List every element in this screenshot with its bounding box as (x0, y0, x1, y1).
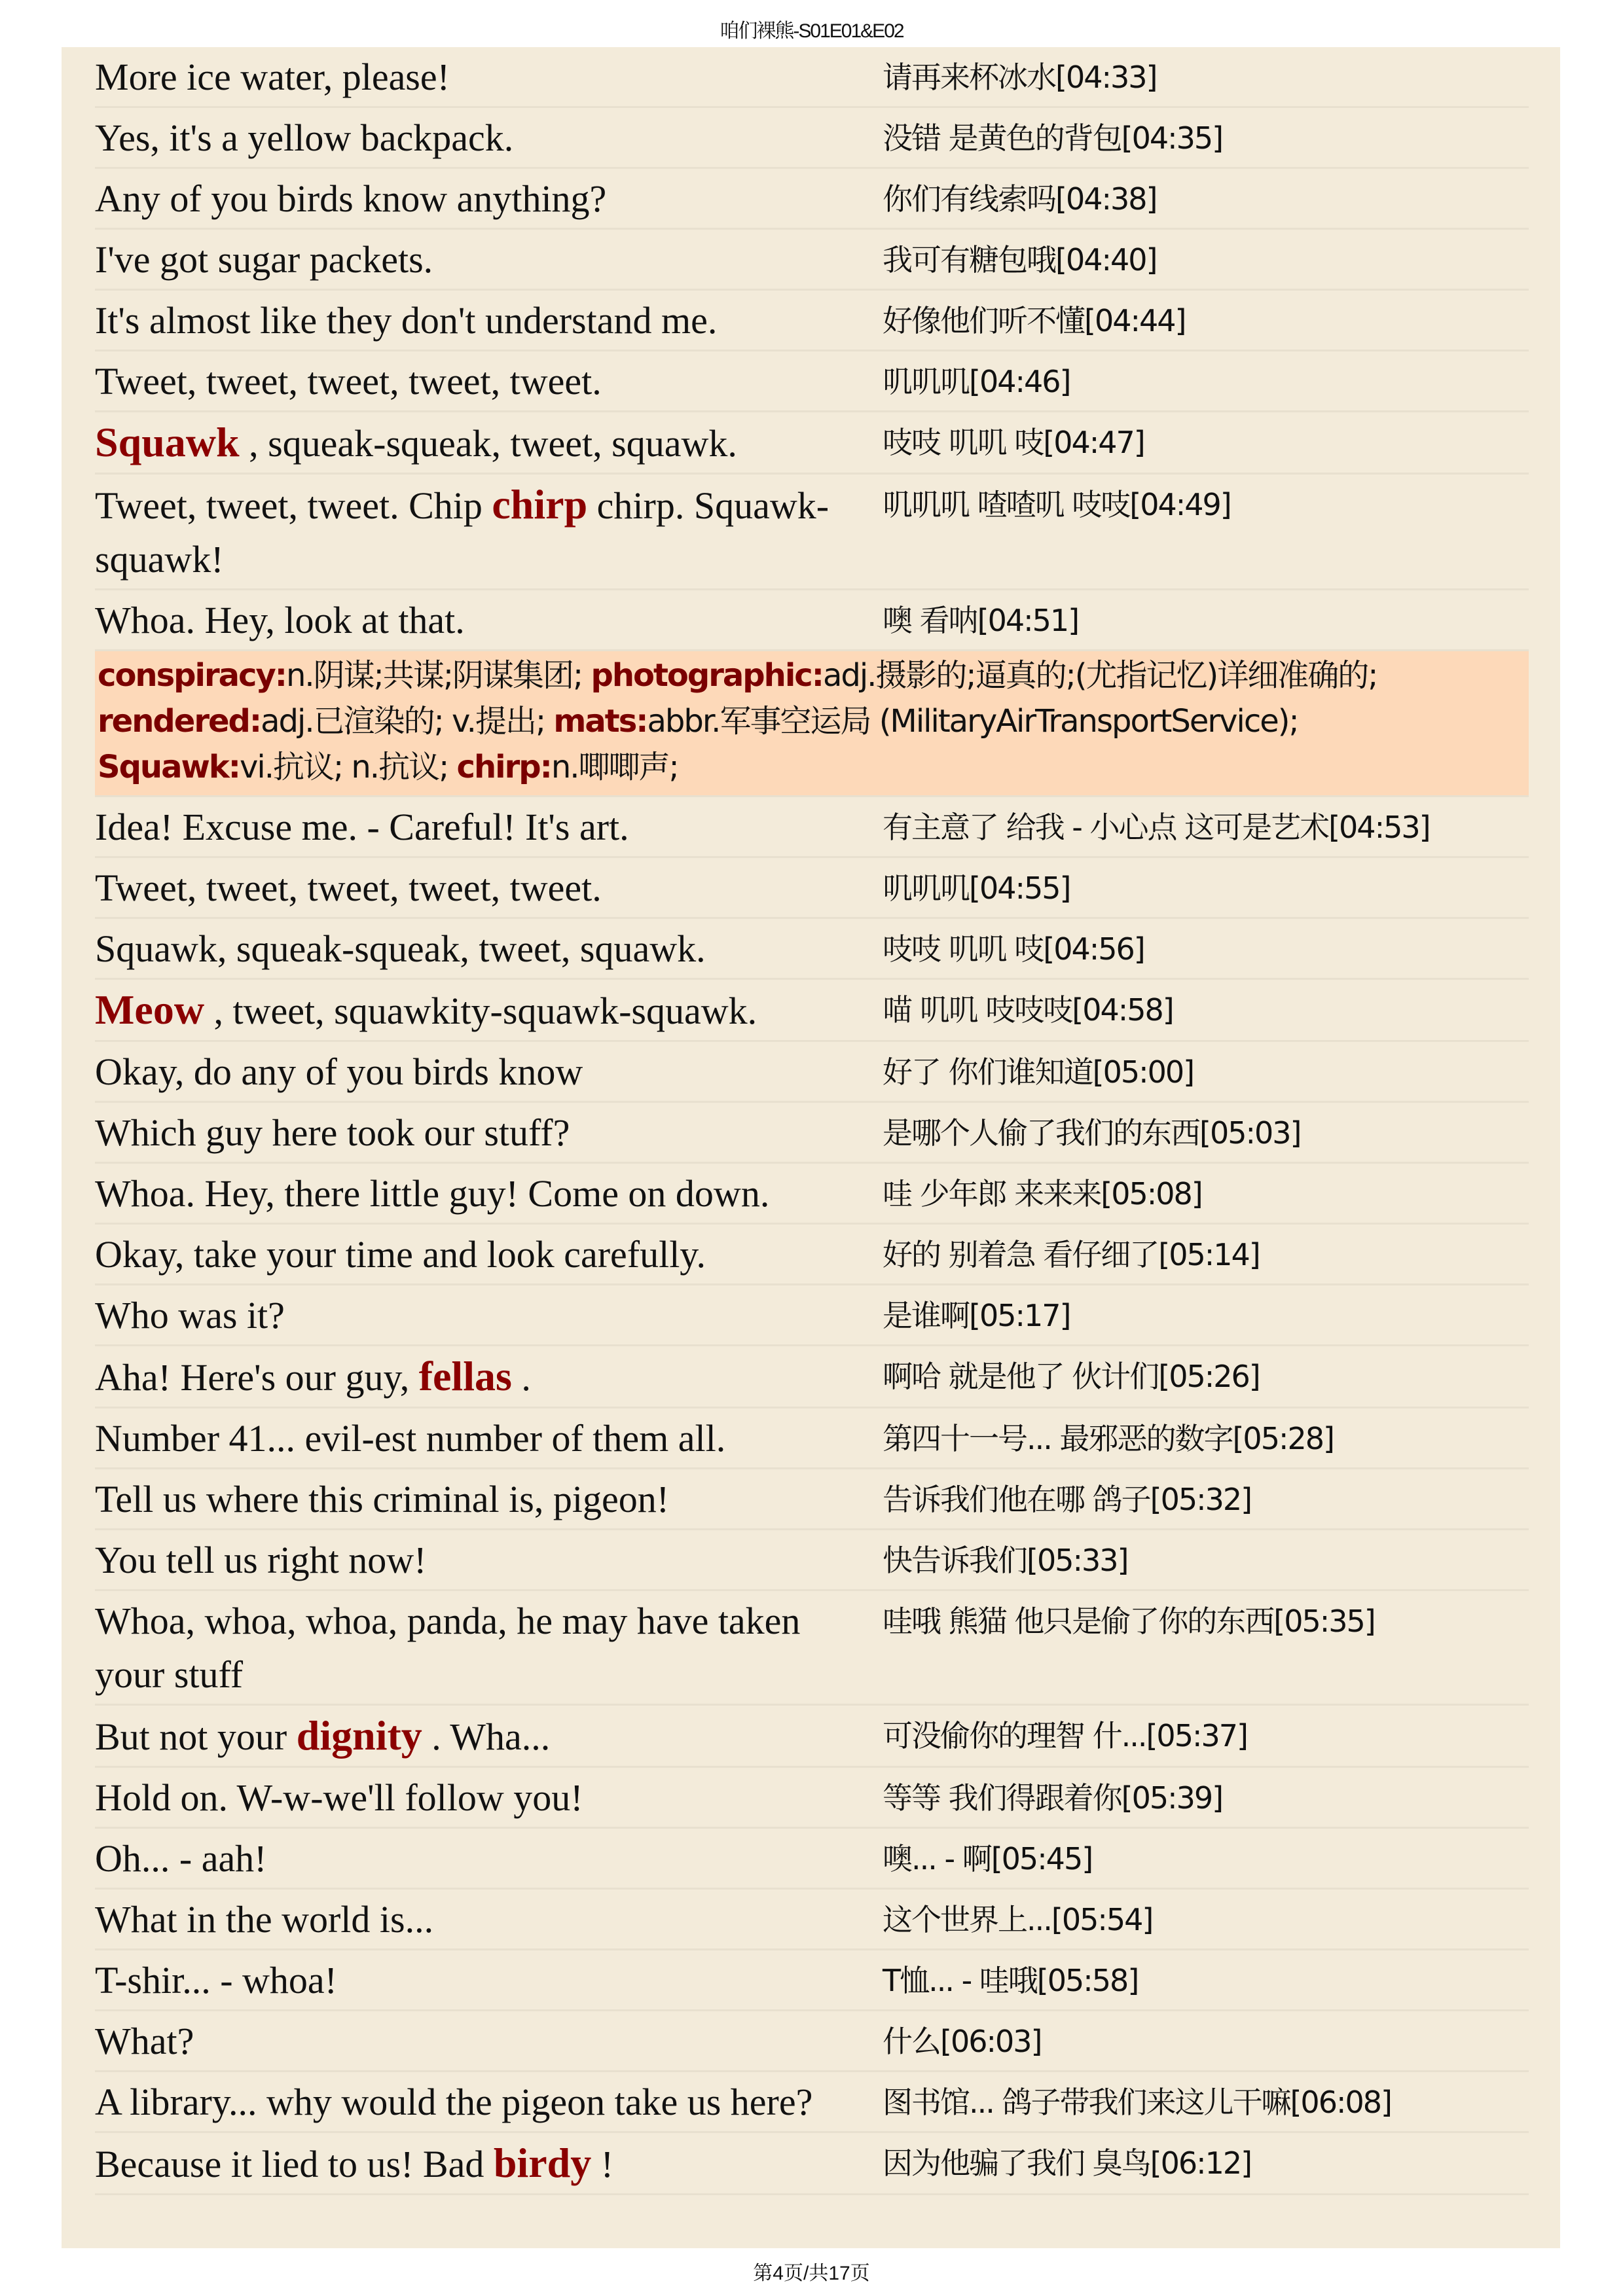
english-line (95, 1832, 883, 1886)
vocabulary-line (98, 698, 1526, 744)
chinese-line: 叽叽叽[04:46] (883, 364, 1070, 399)
english-text: You tell us right now! (95, 1539, 427, 1581)
highlighted-word: Meow (95, 986, 205, 1033)
chinese-line: 有主意了 给我 - 小心点 这可是艺术[04:53] (883, 810, 1430, 845)
subtitle-row (95, 291, 1529, 351)
subtitle-row (95, 1042, 1529, 1103)
english-text: Tweet, tweet, tweet, tweet, tweet. (95, 867, 602, 909)
subtitle-list (95, 47, 1529, 2195)
english-line (95, 1350, 883, 1405)
chinese-line: 好了 你们谁知道[05:00] (883, 1054, 1194, 1090)
english-text: Aha! Here's our guy, (95, 1356, 419, 1399)
english-line (95, 922, 883, 976)
chinese-line: 哇 少年郎 来来来[05:08] (883, 1176, 1202, 1211)
chinese-line: 没错 是黄色的背包[04:35] (883, 120, 1223, 156)
subtitle-row (95, 980, 1529, 1042)
english-line (95, 1106, 883, 1160)
english-text: Tell us where this criminal is, pigeon! (95, 1478, 670, 1520)
subtitle-row (95, 1890, 1529, 1950)
chinese-line: 是哪个人偷了我们的东西[05:03] (883, 1115, 1301, 1151)
vocabulary-word: conspiracy: (98, 657, 286, 694)
chinese-line: 吱吱 叽叽 吱[04:47] (883, 425, 1144, 460)
english-line (95, 1954, 883, 2007)
english-line (95, 983, 883, 1038)
english-text: A library... why would the pigeon take us here? (95, 2081, 813, 2123)
subtitle-row (95, 1768, 1529, 1829)
chinese-line: 图书馆... 鸽子带我们来这儿干嘛[06:08] (883, 2085, 1391, 2120)
subtitle-row (95, 858, 1529, 919)
english-text: More ice water, please! (95, 56, 450, 98)
vocabulary-word: chirp: (456, 749, 551, 785)
highlighted-word: birdy (493, 2140, 592, 2186)
english-text: Tweet, tweet, tweet, tweet, tweet. (95, 360, 602, 403)
english-line (95, 355, 883, 408)
subtitle-row (95, 1530, 1529, 1591)
subtitle-row (95, 47, 1529, 108)
highlighted-word: dignity (296, 1712, 422, 1759)
english-text: chirp. Squawk-squawk! (95, 484, 830, 581)
subtitle-row (95, 2133, 1529, 2195)
english-text: Whoa. Hey, look at that. (95, 599, 465, 641)
english-text: Whoa, whoa, whoa, panda, he may have taken your stuff (95, 1600, 801, 1696)
chinese-line: 因为他骗了我们 臭鸟[06:12] (883, 2145, 1252, 2181)
english-line (95, 1045, 883, 1099)
english-line (95, 1594, 883, 1702)
chinese-line: 我可有糖包哦[04:40] (883, 242, 1157, 278)
chinese-line: 噢... - 啊[05:45] (883, 1841, 1093, 1876)
chinese-line: 好像他们听不懂[04:44] (883, 303, 1186, 338)
subtitle-row (95, 1950, 1529, 2011)
chinese-line: 喵 叽叽 吱吱吱[04:58] (883, 992, 1173, 1028)
subtitle-row (95, 1706, 1529, 1768)
english-text: What in the world is... (95, 1898, 434, 1941)
english-line (95, 2015, 883, 2068)
english-text: , tweet, squawkity-squawk-squawk. (204, 990, 757, 1032)
highlighted-word: chirp (492, 481, 588, 528)
english-text: Idea! Excuse me. - Careful! It's art. (95, 806, 629, 848)
english-text: Yes, it's a yellow backpack. (95, 117, 514, 159)
chinese-line: 可没偷你的理智 什...[05:37] (883, 1718, 1247, 1753)
chinese-line: 是谁啊[05:17] (883, 1298, 1070, 1333)
english-line (95, 1534, 883, 1587)
english-text: . Wha... (422, 1715, 551, 1758)
vocabulary-definition: vi.抗议; n.抗议; (239, 749, 457, 785)
english-text: Tweet, tweet, tweet. Chip (95, 484, 492, 527)
english-line (95, 1167, 883, 1221)
english-text: T-shir... - whoa! (95, 1959, 337, 2001)
english-line (95, 800, 883, 854)
english-text: What? (95, 2020, 194, 2062)
english-line (95, 2075, 883, 2129)
english-text: Which guy here took our stuff? (95, 1111, 570, 1154)
english-line (95, 1228, 883, 1282)
subtitle-row (95, 108, 1529, 169)
page-number: 第4页/共17页 (753, 2263, 870, 2284)
english-line (95, 1412, 883, 1465)
english-text: Okay, take your time and look carefully. (95, 1233, 706, 1276)
subtitle-panel (62, 47, 1560, 2248)
subtitle-row (95, 1346, 1529, 1408)
vocabulary-box (95, 651, 1529, 797)
chinese-line: 好的 别着急 看仔细了[05:14] (883, 1237, 1260, 1272)
subtitle-row (95, 1469, 1529, 1530)
english-text: , squeak-squeak, tweet, squawk. (239, 422, 737, 465)
subtitle-row (95, 351, 1529, 412)
english-line (95, 1771, 883, 1825)
subtitle-row (95, 919, 1529, 980)
english-text: Any of you birds know anything? (95, 177, 607, 220)
document-header: 咱们裸熊-S01E01&E02 (720, 20, 903, 42)
subtitle-row (95, 797, 1529, 858)
chinese-line: 叽叽叽 喳喳叽 吱吱[04:49] (883, 487, 1231, 522)
vocabulary-definition: adj.已渲染的; v.提出; (261, 703, 554, 740)
highlighted-word: fellas (418, 1353, 512, 1399)
chinese-line: 啊哈 就是他了 伙计们[05:26] (883, 1359, 1260, 1394)
english-line (95, 416, 883, 471)
subtitle-row (95, 1103, 1529, 1164)
subtitle-row (95, 1591, 1529, 1706)
english-line (95, 594, 883, 647)
subtitle-row (95, 2011, 1529, 2072)
english-line (95, 2136, 883, 2191)
english-text: Because it lied to us! Bad (95, 2143, 494, 2185)
english-text: ! (591, 2143, 614, 2185)
chinese-line: 噢 看呐[04:51] (883, 603, 1079, 638)
subtitle-row (95, 2072, 1529, 2133)
vocabulary-word: Squawk: (98, 749, 240, 785)
english-text: Squawk, squeak-squeak, tweet, squawk. (95, 927, 706, 970)
english-line (95, 233, 883, 287)
vocabulary-line (98, 653, 1526, 698)
english-line (95, 111, 883, 165)
english-text: . (511, 1356, 531, 1399)
vocabulary-line (98, 744, 1526, 790)
chinese-line: 这个世界上...[05:54] (883, 1902, 1153, 1937)
vocabulary-word: mats: (553, 703, 647, 740)
english-text: Number 41... evil-est number of them all. (95, 1417, 726, 1460)
subtitle-row (95, 1164, 1529, 1225)
chinese-line: 吱吱 叽叽 吱[04:56] (883, 931, 1144, 967)
subtitle-row (95, 590, 1529, 651)
english-line (95, 861, 883, 915)
vocabulary-word: photographic: (591, 657, 823, 694)
english-line (95, 294, 883, 348)
english-line (95, 1289, 883, 1342)
chinese-line: 第四十一号... 最邪恶的数字[05:28] (883, 1421, 1334, 1456)
english-text: Who was it? (95, 1294, 285, 1336)
english-line (95, 1709, 883, 1764)
subtitle-row (95, 1829, 1529, 1890)
english-line (95, 1893, 883, 1946)
chinese-line: 什么[06:03] (883, 2024, 1042, 2059)
highlighted-word: Squawk (95, 419, 240, 465)
chinese-line: 快告诉我们[05:33] (883, 1543, 1128, 1578)
english-text: Hold on. W-w-we'll follow you! (95, 1776, 583, 1819)
chinese-line: 等等 我们得跟着你[05:39] (883, 1780, 1223, 1816)
chinese-line: T恤... - 哇哦[05:58] (883, 1963, 1139, 1998)
chinese-line: 哇哦 熊猫 他只是偷了你的东西[05:35] (883, 1604, 1375, 1639)
english-text: Whoa. Hey, there little guy! Come on down. (95, 1172, 770, 1215)
english-text: Okay, do any of you birds know (95, 1050, 583, 1093)
vocabulary-word: rendered: (98, 703, 261, 740)
subtitle-row (95, 412, 1529, 475)
subtitle-row (95, 1408, 1529, 1469)
chinese-line: 请再来杯冰水[04:33] (883, 60, 1157, 95)
english-text: It's almost like they don't understand me. (95, 299, 718, 342)
subtitle-row (95, 230, 1529, 291)
english-text: But not your (95, 1715, 297, 1758)
vocabulary-definition: n.阴谋;共谋;阴谋集团; (285, 657, 591, 694)
chinese-line: 你们有线索吗[04:38] (883, 181, 1157, 217)
english-line (95, 1473, 883, 1526)
subtitle-row (95, 169, 1529, 230)
chinese-line: 叽叽叽[04:55] (883, 870, 1070, 906)
vocabulary-definition: abbr.军事空运局 (MilitaryAirTransportService); (647, 703, 1298, 740)
subtitle-row (95, 1225, 1529, 1285)
chinese-line: 告诉我们他在哪 鸽子[05:32] (883, 1482, 1252, 1517)
english-line (95, 478, 883, 586)
subtitle-row (95, 475, 1529, 590)
english-text: Oh... - aah! (95, 1837, 267, 1880)
english-line (95, 50, 883, 104)
english-line (95, 172, 883, 226)
english-text: I've got sugar packets. (95, 238, 433, 281)
vocabulary-definition: n.唧唧声; (551, 749, 678, 785)
vocabulary-definition: adj.摄影的;逼真的;(尤指记忆)详细准确的; (822, 657, 1377, 694)
subtitle-row (95, 1285, 1529, 1346)
